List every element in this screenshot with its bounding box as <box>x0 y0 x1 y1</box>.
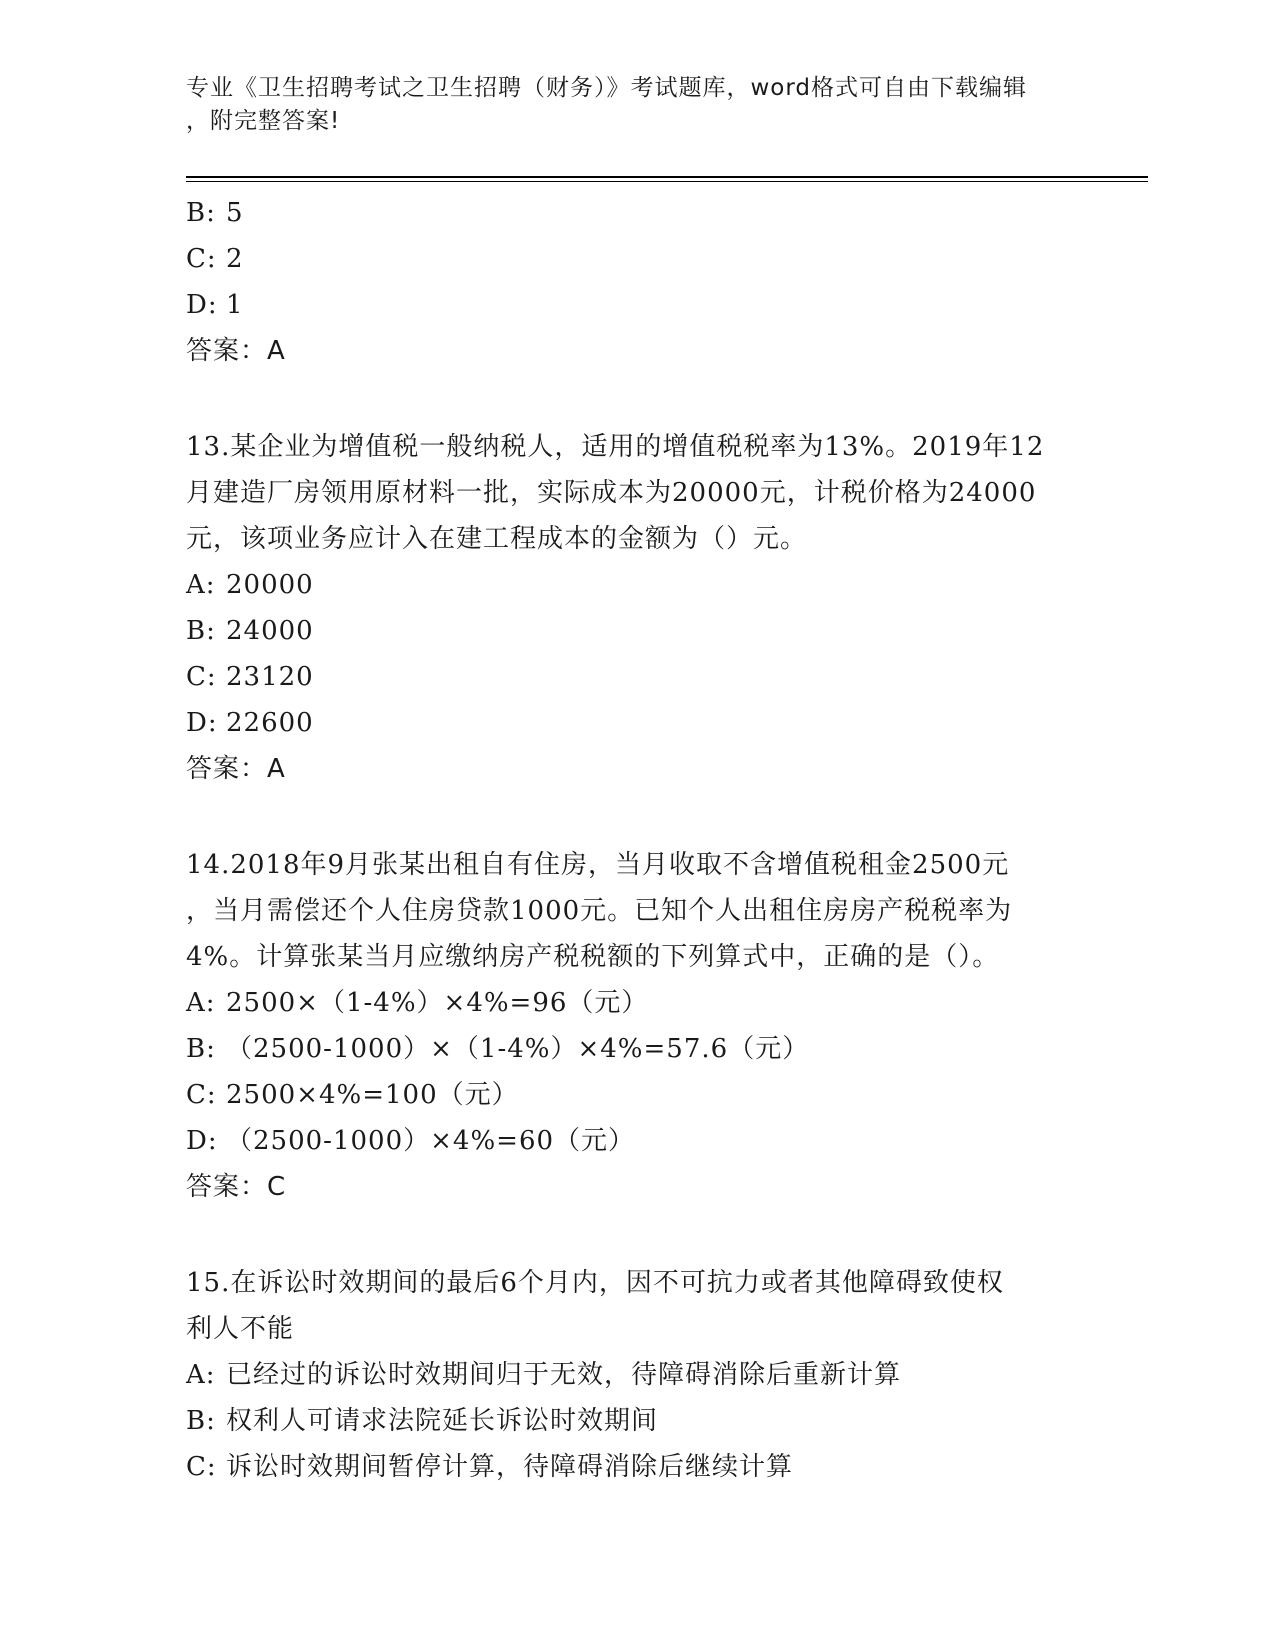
option-label: C: <box>186 1452 217 1482</box>
option-text: 诉讼时效期间暂停计算，待障碍消除后继续计算 <box>226 1452 794 1482</box>
question-15 <box>186 1260 1086 1490</box>
question-13 <box>186 424 1086 792</box>
option-row <box>186 1118 1086 1164</box>
option-row <box>186 1398 1086 1444</box>
option-label: C: <box>186 662 217 692</box>
option-text: 1 <box>226 290 244 320</box>
questions-content <box>186 190 1086 1490</box>
option-label: C: <box>186 1080 217 1110</box>
question-text-line: 13.某企业为增值税一般纳税人，适用的增值税税率为13%。2019年12 <box>186 432 1045 462</box>
option-label: A: <box>186 1360 216 1390</box>
option-text: 已经过的诉讼时效期间归于无效，待障碍消除后重新计算 <box>226 1360 902 1390</box>
option-row <box>186 1352 1086 1398</box>
option-label: B: <box>186 1034 216 1064</box>
question-14 <box>186 842 1086 1210</box>
option-text: 5 <box>226 198 244 228</box>
option-row <box>186 1026 1086 1072</box>
option-label: D: <box>186 1126 218 1156</box>
option-text: 23120 <box>226 662 314 692</box>
answer-line: 答案：A <box>186 336 286 366</box>
option-row <box>186 980 1086 1026</box>
option-label: C: <box>186 244 217 274</box>
option-row <box>186 1072 1086 1118</box>
option-text: 24000 <box>226 616 314 646</box>
document-header <box>186 72 1066 138</box>
option-row <box>186 700 1086 746</box>
question-text-line: ，当月需偿还个人住房贷款1000元。已知个人出租住房房产税税率为 <box>186 896 1013 926</box>
option-text: 20000 <box>226 570 314 600</box>
option-text: （2500-1000）×4%=60（元） <box>226 1126 636 1156</box>
option-label: A: <box>186 570 216 600</box>
option-label: B: <box>186 1406 216 1436</box>
prev-question-options <box>186 190 1086 374</box>
header-divider-thick <box>186 176 1148 178</box>
question-text-line: 15.在诉讼时效期间的最后6个月内，因不可抗力或者其他障碍致使权 <box>186 1268 1004 1298</box>
option-row <box>186 562 1086 608</box>
header-line-1: 专业《卫生招聘考试之卫生招聘（财务）》考试题库，word格式可自由下载编辑 <box>186 75 1028 101</box>
option-label: D: <box>186 290 218 320</box>
option-row <box>186 608 1086 654</box>
option-text: 2500×4%=100（元） <box>226 1080 519 1110</box>
option-row <box>186 654 1086 700</box>
question-text-line: 利人不能 <box>186 1314 295 1344</box>
option-row <box>186 236 1086 282</box>
option-text: （2500-1000）×（1-4%）×4%=57.6（元） <box>226 1034 810 1064</box>
option-label: D: <box>186 708 218 738</box>
option-row <box>186 1444 1086 1490</box>
question-text-line: 4%。计算张某当月应缴纳房产税税额的下列算式中，正确的是（）。 <box>186 942 1000 972</box>
option-row <box>186 282 1086 328</box>
option-text: 22600 <box>226 708 314 738</box>
question-text-line: 元，该项业务应计入在建工程成本的金额为（）元。 <box>186 524 808 554</box>
option-label: A: <box>186 988 216 1018</box>
answer-line: 答案：A <box>186 754 286 784</box>
question-text-line: 14.2018年9月张某出租自有住房，当月收取不含增值税租金2500元 <box>186 850 1010 880</box>
question-text-line: 月建造厂房领用原材料一批，实际成本为20000元，计税价格为24000 <box>186 478 1037 508</box>
header-line-2: ，附完整答案! <box>186 108 341 134</box>
option-row <box>186 190 1086 236</box>
answer-line: 答案：C <box>186 1172 287 1202</box>
option-label: B: <box>186 198 216 228</box>
option-text: 2500×（1-4%）×4%=96（元） <box>226 988 649 1018</box>
option-text: 2 <box>226 244 244 274</box>
option-label: B: <box>186 616 216 646</box>
header-divider-thin <box>186 181 1148 182</box>
option-text: 权利人可请求法院延长诉讼时效期间 <box>226 1406 659 1436</box>
